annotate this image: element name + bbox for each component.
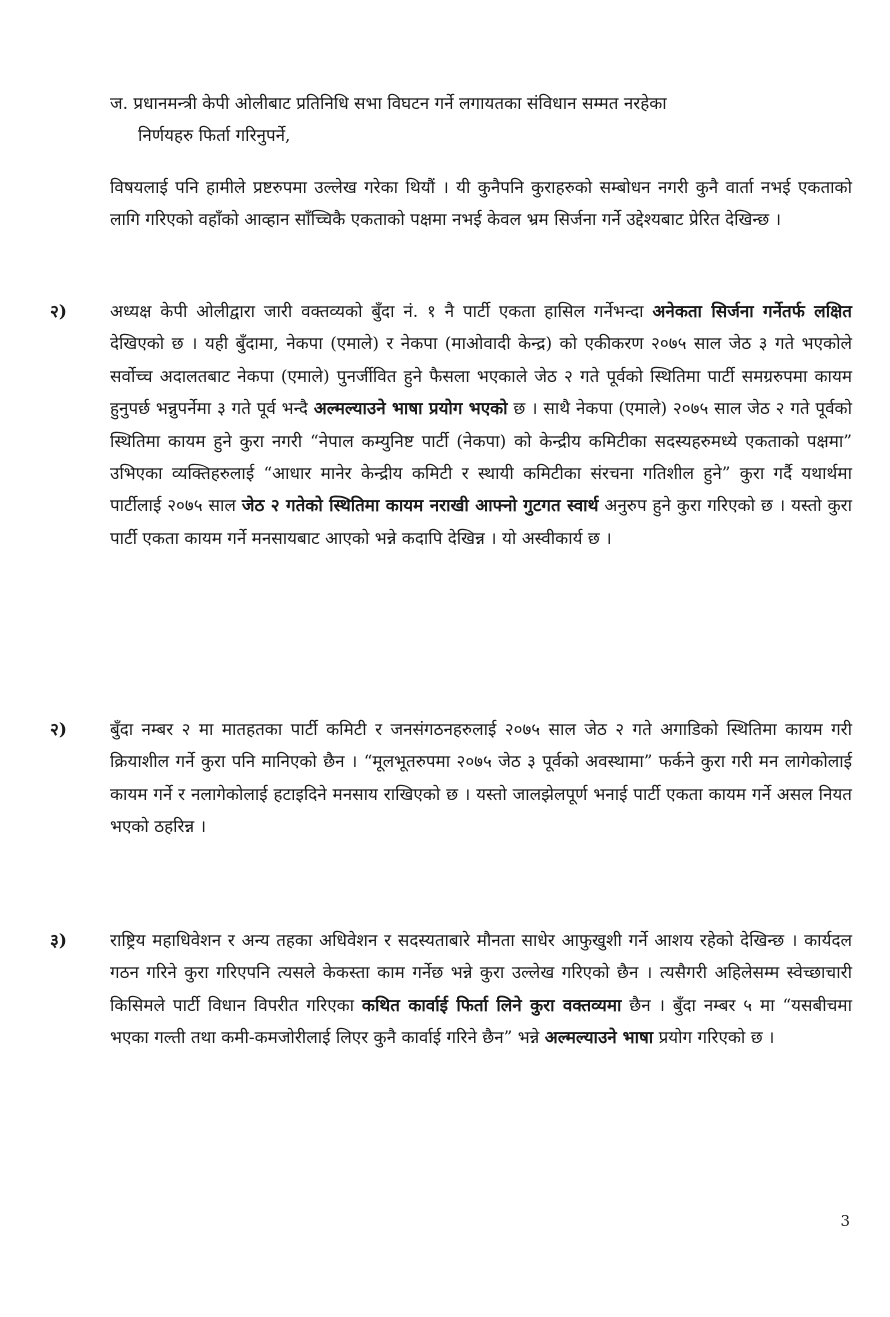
text-segment: अध्यक्ष केपी ओलीद्वारा जारी वक्तव्यको बुँदा नं. १ नै पार्टी एकता हासिल गर्नेभन्दा	[110, 302, 653, 322]
point-paragraph-2	[110, 714, 852, 844]
text-segment: बुँदा नम्बर २ मा मातहतका पार्टी कमिटी र जनसंगठनहरुलाई २०७५ साल जेठ २ गते अगाडिको स्थितिमा कायम गरी क्रियाशील गर्ने कुरा पनि मानिएको छैन । “मूलभूतरुपमा २०७५ जेठ ३ पूर्वको अवस्थामा” फर्कने कुरा गरी मन लागेकोलाई कायम गर्ने र नलागेकोलाई हटाइदिने मनसाय राखिएको छ । यस्तो जालझेलपूर्ण भनाई पार्टी एकता कायम गर्ने असल नियत भएको ठहरिन्न ।	[110, 720, 852, 838]
text-segment: छ । साथै नेकपा (एमाले) २०७५ साल जेठ २ गते पूर्वको स्थितिमा कायम हुने कुरा नगरी “नेपाल कम्युनिष्ट पार्टी (नेकपा) को केन्द्रीय कमिटीका सदस्यहरुमध्ये एकताको पक्षमा” उभिएका व्यक्तिहरुलाई “आधार मानेर केन्द्रीय कमिटी र स्थायी कमिटीका संरचना गतिशील हुने” कुरा गर्दै यथार्थमा पार्टीलाई २०७५ साल	[110, 399, 852, 517]
bold-segment: कथित कार्वाई फिर्ता लिने कुरा वक्तव्यमा	[361, 995, 622, 1016]
point-paragraph-1	[110, 296, 852, 555]
text-segment: राष्ट्रिय महाधिवेशन र अन्य तहका अधिवेशन र सदस्यताबारे मौनता साधेर आफुखुशी गर्ने आशय रहेको देखिन्छ । कार्यदल गठन गरिने कुरा गरिएपनि त्यसले केकस्ता काम गर्नेछ भन्ने कुरा उल्लेख गरिएको छैन । त्यसैगरी अहिलेसम्म स्वेच्छाचारी किसिमले पार्टी विधान विपरीत गरिएका	[110, 931, 852, 1016]
text-segment: अनुरुप हुने कुरा गरिएको छ । यस्तो कुरा पार्टी एकता कायम गर्ने मनसायबाट आएको भन्ने कदापि देखिन्न । यो अस्वीकार्य छ ।	[110, 496, 852, 549]
intro-paragraph: विषयलाई पनि हामीले प्रष्टरुपमा उल्लेख गरेका थियौं । यी कुनैपनि कुराहरुको सम्बोधन नगरी कुनै वार्ता नभई एकताको लागि गरिएको वहाँको आव्हान साँच्चिकै एकताको पक्षमा नभई केवल भ्रम सिर्जना गर्ने उद्देश्यबाट प्रेरित देखिन्छ ।	[110, 178, 852, 231]
point-number-1: २)	[50, 302, 67, 322]
point-number-3: ३)	[50, 931, 67, 951]
text-segment: प्रयोग गरिएको छ ।	[653, 1028, 775, 1049]
item-j-line-1: ज. प्रधानमन्त्री केपी ओलीबाट प्रतिनिधि सभा विघटन गर्ने लगायतका संविधान सम्मत नरहेका	[110, 94, 667, 114]
text-segment: देखिएको छ । यही बुँदामा, नेकपा (एमाले) र नेकपा (माओवादी केन्द्र) को एकीकरण २०७५ साल जेठ ३ गते भएकोले सर्वोच्च अदालतबाट नेकपा (एमाले) पुनर्जीवित हुने फैसला भएकाले जेठ २ गते पूर्वको स्थितिमा पार्टी समग्ररुपमा कायम हुनुपर्छ भन्नुपर्नेमा ३ गते पूर्व भन्दै	[110, 334, 852, 420]
item-j-line-2: निर्णयहरु फिर्ता गरिनुपर्ने,	[138, 126, 291, 147]
bold-segment: अल्मल्याउने भाषा प्रयोग भएको	[313, 399, 508, 420]
point-number-2: २)	[50, 720, 67, 740]
bold-segment: अनेकता सिर्जना गर्नेतर्फ लक्षित	[652, 302, 852, 322]
bold-segment: अल्मल्याउने भाषा	[544, 1028, 654, 1049]
item-j	[110, 88, 852, 153]
point-paragraph-3	[110, 925, 852, 1055]
page-number: 3	[840, 1212, 850, 1230]
bold-segment: जेठ २ गतेको स्थितिमा कायम नराखी आफ्नो गुटगत स्वार्थ	[241, 496, 599, 517]
text-segment: छैन । बुँदा नम्बर ५ मा “यसबीचमा भएका गल्ती तथा कमी-कमजोरीलाई लिएर कुनै कार्वाई गरिने छैन” भन्ने	[110, 995, 852, 1049]
